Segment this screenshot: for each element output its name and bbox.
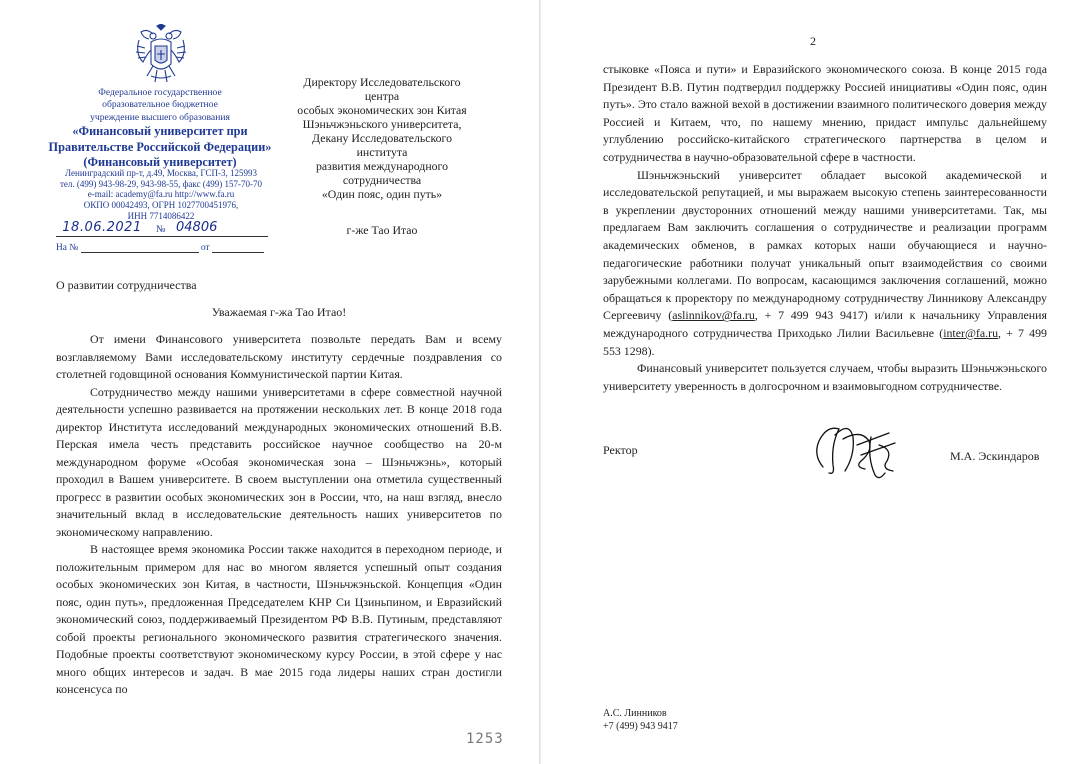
email-link-linnikov[interactable]: aslinnikov@fa.ru — [672, 308, 755, 323]
address-line: ОКПО 00042493, ОГРН 1027700451976, — [83, 200, 239, 211]
letter-body-continued — [603, 61, 1047, 395]
letter-page-2 — [541, 0, 1080, 764]
body-paragraph — [603, 167, 1047, 361]
reference-blank — [81, 252, 199, 253]
page-number: 2 — [810, 34, 816, 48]
recipient-line: Шэньчжэньского университета, — [302, 117, 462, 131]
address-line: тел. (499) 943-98-29, 943-98-55, факс (499) 157-70-70 — [59, 178, 263, 189]
paragraph-text: , + 7 499 943 9417) и/или к начальнику Управления международного сотрудничества Приходько Лилии Васильевне ( — [603, 308, 1047, 340]
reference-date-label: от — [200, 243, 210, 253]
registration-date: 18.06.2021 — [62, 220, 142, 235]
signatory-name: М.А. Эскиндаров — [950, 449, 1040, 463]
reference-line — [56, 243, 268, 253]
org-line: Федеральное государственное — [98, 87, 222, 98]
registration-number: 04806 — [176, 220, 218, 235]
recipient-line: центра — [364, 89, 400, 103]
address-line: Ленинградский пр-т, д.49, Москва, ГСП-3, 125993 — [65, 168, 257, 178]
recipient-line: развития международного — [316, 159, 448, 173]
recipient-line: особых экономических зон Китая — [297, 103, 467, 117]
email-link-inter[interactable]: inter@fa.ru — [943, 325, 999, 340]
org-line: образовательное бюджетное — [102, 99, 218, 111]
letter-subject: О развитии сотрудничества — [56, 278, 197, 292]
stamp-number: 1253 — [466, 731, 504, 747]
registration-underline — [56, 236, 268, 237]
executor-info — [603, 707, 678, 733]
body-paragraph: Финансовый университет пользуется случаем, чтобы выразить Шэньчжэньского университету уверенность в долгосрочном и взаимовыгодном сотрудничестве. — [603, 361, 1047, 393]
signatory-title: Ректор — [603, 443, 638, 457]
reference-date-blank — [212, 252, 264, 253]
organization-header — [20, 87, 300, 171]
handwritten-signature — [809, 415, 909, 485]
body-paragraph: От имени Финансового университета позвольте передать Вам и всему возглавляемому Вами исследовательскому институту сердечные поздравления со столетней годовщиной основания Коммунистической партии Китая. — [56, 332, 502, 381]
body-paragraph: Сотрудничество между нашими университетами в сфере совместной научной деятельности успешно развивается на протяжении нескольких лет. В конце 2018 года директор Института исследований международных экономических отношений В.В. Перская имела честь представить российское научное сообщество на 20-м международном форуме «Особая экономическая зона – Шэньчжэнь», который проходил в Вашем университете. В своем выступлении она отметила существенный прогресс в развитии особых экономических зон в России, что, на наш взгляд, внесло значительный вклад в исследовательские деятельность наших университетов по экономическому направлению. — [56, 384, 502, 539]
recipient-line: института — [356, 145, 408, 159]
coat-of-arms-emblem — [133, 24, 189, 86]
paragraph-text: Шэньчжэньский университет обладает высокой академической и исследовательской репутацией, и мы выражаем высокую степень заинтересованности в укреплении двусторонних отношений между нашими университетами. Так, мы предлагаем Вам заключить соглашения о сотрудничестве и реализации программ академических обменов, в рамках которых наши обучающиеся и научно-педагогические работники получат уникальный опыт взаимодействия со своими зарубежными коллегами. По вопросам, касающимся заключения соглашений, можно обращаться к проректору по международному сотрудничеству Линникову Александру Сергеевичу ( — [603, 167, 1047, 323]
paragraph-text: , + 7 499 553 1298). — [603, 325, 1047, 358]
address-line: ИНН 7714086422 — [127, 210, 195, 221]
address-line: e-mail: academy@fa.ru http://www.fa.ru — [87, 189, 235, 200]
registration-number-label: № — [156, 224, 166, 235]
recipient-line: «Один пояс, один путь» — [321, 187, 443, 201]
recipient-line: Директору Исследовательского — [303, 75, 461, 89]
recipient-line: Декану Исследовательского — [312, 131, 452, 145]
executor-phone: +7 (499) 943 9417 — [603, 721, 678, 732]
org-name: Правительстве Российской Федерации» — [48, 139, 272, 154]
letter-greeting: Уважаемая г-жа Тао Итао! — [211, 305, 347, 319]
org-address — [40, 168, 282, 222]
registration-line — [56, 222, 268, 238]
org-line: учреждение высшего образования — [90, 111, 230, 123]
org-name: (Финансовый университет) — [83, 155, 237, 170]
executor-name: А.С. Линников — [603, 708, 667, 719]
org-name: «Финансовый университет при — [72, 124, 248, 139]
recipient-block — [282, 75, 482, 201]
body-paragraph: В настоящее время экономика России также находится в переходном периоде, и положительным примером для нас во многом является успешный опыт создания особых экономических зон Китая, в частности, Шэньчжэньской. Концепция «Один пояс, один путь», предложенная Председателем КНР Си Цзиньпином, и Евразийский экономический союз, поддерживаемый Президентом РФ В.В. Путиным, представляют собой проекты регионального экономического развития стратегического значения. Подобные проекты соответствуют экономическому курсу России, в этой сфере у нас много общих интересов и задач. В мае 2015 года лидеры наших стран достигли консенсуса по — [56, 542, 502, 696]
recipient-name: г-же Тао Итао — [346, 223, 418, 237]
letter-body — [56, 331, 502, 699]
reference-label: На № — [56, 243, 79, 253]
recipient-line: сотрудничества — [342, 173, 422, 187]
body-paragraph: стыковке «Пояса и пути» и Евразийского экономического союза. В конце 2015 года Президент В.В. Путин подтвердил поддержку Россией инициативы «Один пояс, один путь». Это стало важной вехой в достижении взаимного политического доверия между Россией и Китаем, что, по нашему мнению, придаст импульс дальнейшему углублению российско-китайского стратегического партнерства в целом и сотрудничества в научно-образовательной сфере в частности. — [603, 62, 1047, 164]
